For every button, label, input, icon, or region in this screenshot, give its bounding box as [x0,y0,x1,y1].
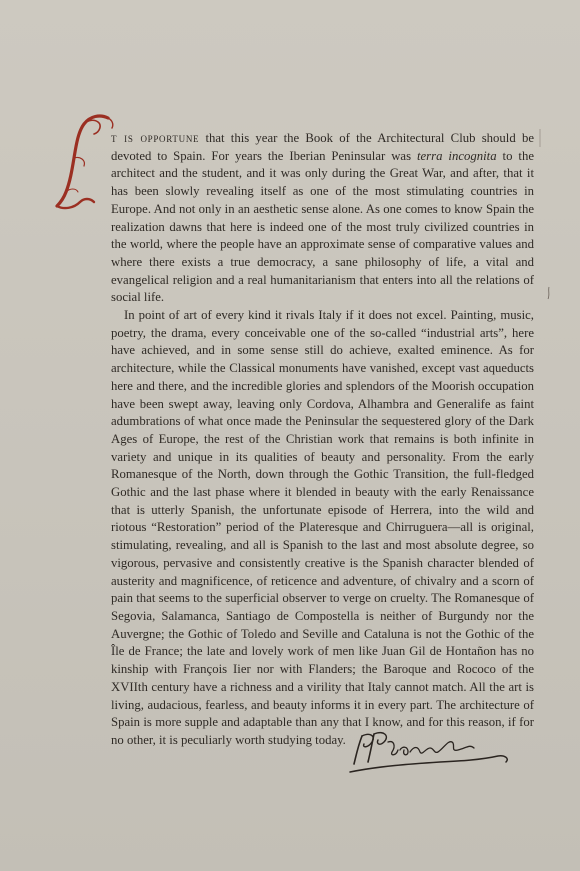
signature-scrawl-icon [340,726,520,778]
paragraph-1 [111,130,534,307]
margin-ink-mark [546,286,552,300]
lead-words: t is opportune [111,131,200,145]
paragraph-1-italic: terra incognita [416,148,497,163]
paragraph-1-text-b: to the architect and the student, and it was only during the Great War, and after, that it has been slowly revealing itself as one of the most stimulating countries in Europe. And not only in an aesthetic sense alone. As one comes to know Spain the realization dawns that here is indeed one of the most truly civilized countries in the world, where the people have an approximate sense of comparative values and where there exists a true democracy, a sane philosophy of life, a vital and evangelical religion and a real humanitarianism that enters into all the relations of social life. [111,148,534,305]
margin-ink-mark-top [538,128,542,148]
paragraph-2: In point of art of every kind it rivals Italy if it does not excel. Painting, music, poetry, the drama, every conceivable one of the so-called “industrial arts”, here have achieved, and in some sense still do achieve, exalted eminence. As for architecture, while the Classical monuments have vanished, except vast aqueducts here and there, and the incredible glories and splendors of the Moorish occupation have been swept away, leaving only Cordova, Alhambra and Generalife as faint adumbrations of what once made the Peninsular the sequestered glory of the Dark Ages of Europe, the rest of the Christian work that remains is both infinite in variety and unique in its qualities of beauty and personality. From the early Romanesque of the North, down through the Gothic Transition, the full-fledged Gothic and the last phase where it blended in beauty with the early Renaissance that is utterly Spanish, the unfortunate episode of Herrera, into the wild and riotous “Restoration” period of the Plateresque and Chirruguera—all is original, stimulating, revealing, and all is Spanish to the last and most absolute degree, so vigorous, pervasive and consistently creative is the Spanish character blended of austerity and magnificence, of reticence and adventure, of chivalry and a scorn of pain that seems to the superficial observer to verge on cruelty. The Romanesque of Segovia, Salamanca, Santiago de Compostella is neither of Burgundy nor the Auvergne; the Gothic of Toledo and Seville and Cataluna is not the Gothic of the Île de France; the late and lovely work of men like Juan Gil de Hontañon has no kinship with François Iier nor with Flanders; the Baroque and Rococo of the XVIIth century have a richness and a virility that Italy cannot match. All the art is living, audacious, fearless, and beauty informs it in every part. The architecture of Spain is more supple and adaptable than any that I know, and for this reason, if for no other, it is peculiarly worth studying today. [111,308,534,747]
signature [340,726,520,778]
body-text [111,130,534,750]
paragraph-1-text-a: that this year the Book of the Architectural Club should be devoted to Spain. For years the Iberian Peninsular was [111,131,534,163]
